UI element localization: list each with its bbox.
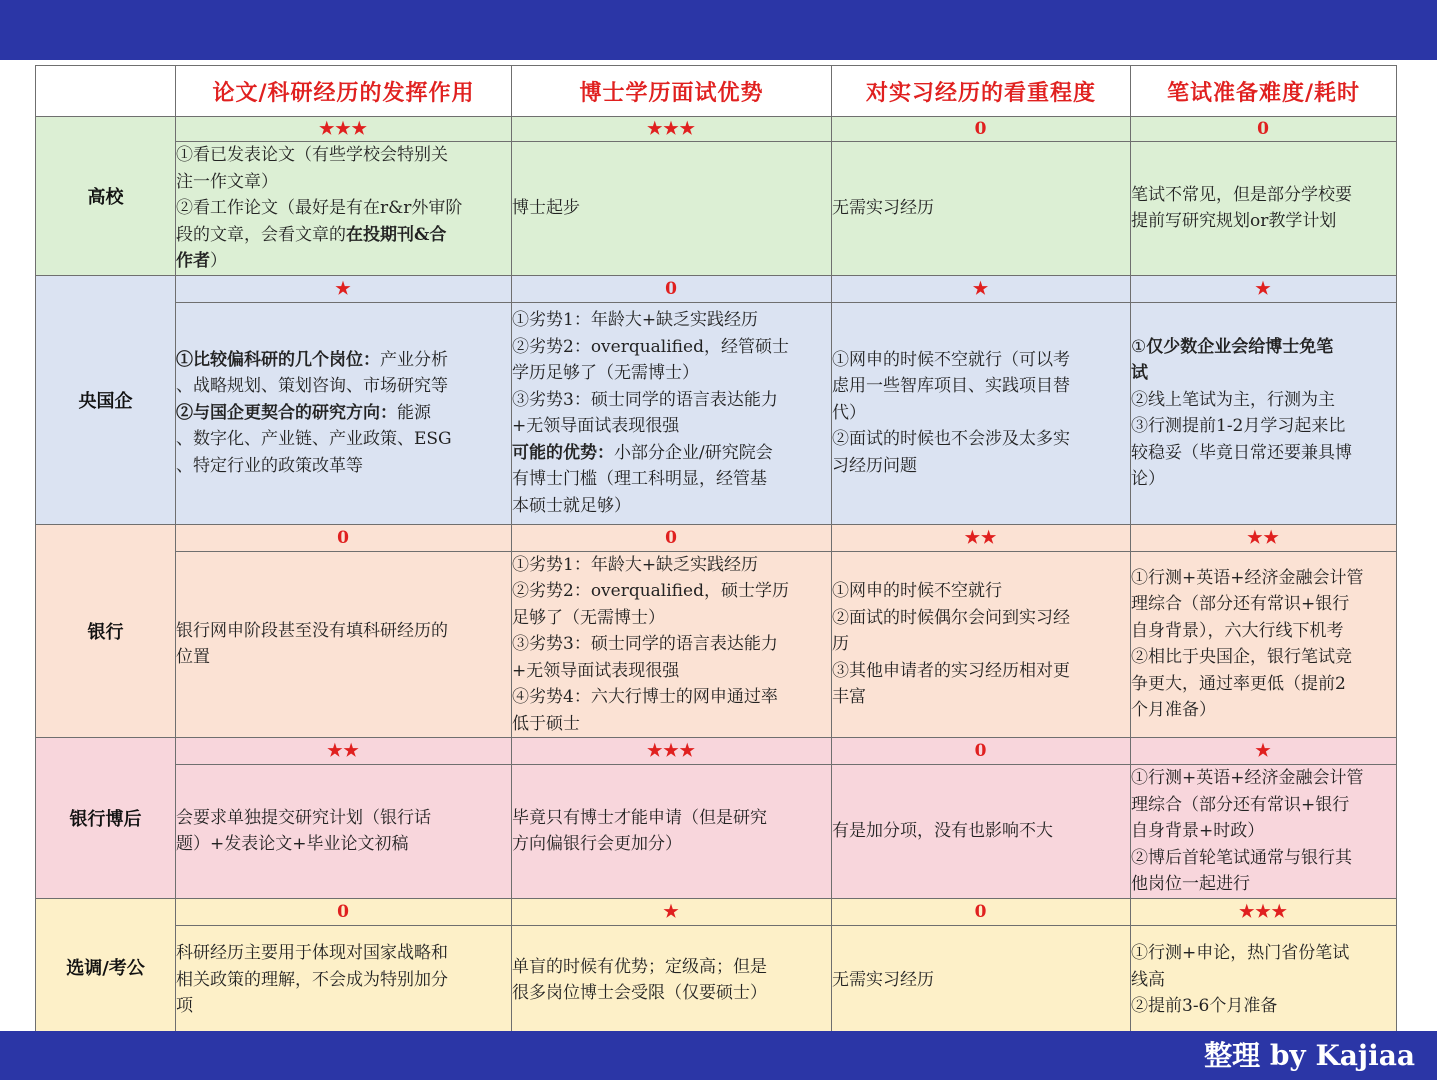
- text-line: [832, 453, 1130, 480]
- text-line: [1131, 208, 1396, 235]
- rating-cell: 0: [832, 117, 1131, 142]
- text-line: [832, 578, 1130, 605]
- text-segment: 代）: [832, 402, 866, 423]
- rating-cell: ★★★: [176, 117, 512, 142]
- detail-cell: [832, 765, 1131, 899]
- text-segment: 能源: [397, 402, 431, 423]
- column-header-written-test-difficulty: 笔试准备难度/耗时: [1131, 66, 1397, 117]
- text-segment: ②看工作论文（最好是有在r&r外审阶: [176, 198, 463, 218]
- text-line: [512, 711, 831, 738]
- bold-text-segment: ②与国企更契合的研究方向：: [176, 402, 397, 423]
- text-line: [512, 413, 831, 440]
- detail-cell: [832, 302, 1131, 524]
- detail-cell: [176, 765, 512, 899]
- column-header-phd-interview-advantage: 博士学历面试优势: [512, 66, 832, 117]
- detail-cell: [512, 302, 832, 524]
- text-line: [176, 426, 511, 453]
- rating-cell: ★: [176, 275, 512, 302]
- text-line: [1131, 818, 1396, 845]
- detail-cell: [1131, 925, 1397, 1035]
- text-line: [1131, 792, 1396, 819]
- text-line: [832, 400, 1130, 427]
- text-segment: ）: [210, 251, 227, 271]
- text-segment: ④劣势4：六大行博士的网申通过率: [512, 687, 778, 707]
- text-line: [176, 142, 511, 169]
- row-label-banks: 银行: [36, 524, 176, 738]
- text-line: [1131, 940, 1396, 967]
- text-segment: 方向偏银行会更加分）: [512, 834, 682, 855]
- text-line: [512, 578, 831, 605]
- text-segment: 题）+发表论文+毕业论文初稿: [176, 834, 409, 855]
- detail-cell: [512, 551, 832, 738]
- text-line: [1131, 591, 1396, 618]
- text-line: [176, 967, 511, 994]
- text-segment: ①网申的时候不空就行: [832, 581, 1002, 601]
- rating-cell: 0: [512, 275, 832, 302]
- text-segment: ②相比于央国企，银行笔试竞: [1131, 647, 1352, 668]
- text-line: [512, 552, 831, 579]
- text-segment: 产业分析: [380, 349, 448, 370]
- text-segment: 虑用一些智库项目、实践项目替: [832, 376, 1070, 397]
- text-segment: 提前写研究规划or教学计划: [1131, 211, 1337, 232]
- rating-cell: ★★★: [512, 738, 832, 765]
- text-line: [832, 373, 1130, 400]
- bold-text-segment: 可能的优势：: [512, 442, 614, 463]
- bold-text-segment: ①比较偏科研的几个岗位：: [176, 349, 380, 370]
- detail-cell: [512, 765, 832, 899]
- text-segment: ①劣势1：年龄大+缺乏实践经历: [512, 310, 759, 330]
- text-segment: ③劣势3：硕士同学的语言表达能力: [512, 634, 778, 654]
- text-line: [512, 954, 831, 981]
- rating-row-bank-postdoc: [36, 738, 1397, 765]
- text-line: [176, 169, 511, 196]
- author-credit: 整理 by Kajiaa: [1204, 1039, 1415, 1072]
- text-line: [832, 195, 1130, 222]
- text-segment: 个月准备）: [1131, 700, 1216, 721]
- rating-cell: ★★: [1131, 524, 1397, 551]
- rating-cell: 0: [1131, 117, 1397, 142]
- detail-cell: [176, 925, 512, 1035]
- detail-cell: [176, 142, 512, 276]
- detail-cell: [832, 142, 1131, 276]
- text-segment: ③劣势3：硕士同学的语言表达能力: [512, 389, 778, 410]
- text-segment: 习经历问题: [832, 455, 917, 476]
- rating-cell: ★: [512, 898, 832, 925]
- detail-cell: [1131, 302, 1397, 524]
- text-line: [176, 195, 511, 222]
- detail-row-civil-service: [36, 925, 1397, 1035]
- text-segment: 丰富: [832, 687, 866, 707]
- rating-row-soes: [36, 275, 1397, 302]
- text-line: [176, 940, 511, 967]
- text-line: [176, 805, 511, 832]
- detail-row-soes: [36, 302, 1397, 524]
- rating-cell: ★: [1131, 275, 1397, 302]
- detail-cell: [832, 551, 1131, 738]
- text-segment: ③其他申请者的实习经历相对更: [832, 660, 1070, 681]
- text-line: [512, 658, 831, 685]
- text-line: [832, 347, 1130, 374]
- rating-cell: 0: [512, 524, 832, 551]
- text-segment: ①网申的时候不空就行（可以考: [832, 349, 1070, 370]
- text-line: [512, 195, 831, 222]
- text-line: [1131, 360, 1396, 387]
- text-line: [512, 466, 831, 493]
- text-segment: 小部分企业/研究院会: [614, 442, 773, 463]
- text-segment: ③行测提前1-2月学习起来比: [1131, 416, 1346, 436]
- row-label-civil-service: 选调/考公: [36, 898, 176, 1035]
- text-segment: +无领导面试表现很强: [512, 416, 680, 436]
- text-segment: 无需实习经历: [832, 969, 934, 990]
- text-line: [1131, 644, 1396, 671]
- detail-row-universities: [36, 142, 1397, 276]
- rating-cell: 0: [832, 898, 1131, 925]
- text-line: [176, 644, 511, 671]
- rating-cell: ★★: [832, 524, 1131, 551]
- text-line: [1131, 845, 1396, 872]
- text-segment: 博士起步: [512, 198, 580, 218]
- text-segment: ①看已发表论文（有些学校会特别关: [176, 145, 448, 165]
- text-line: [176, 618, 511, 645]
- comparison-table: [35, 65, 1397, 1036]
- text-segment: 笔试不常见，但是部分学校要: [1131, 184, 1352, 205]
- text-line: [176, 831, 511, 858]
- rating-cell: 0: [832, 738, 1131, 765]
- text-line: [512, 307, 831, 334]
- text-segment: ②线上笔试为主，行测为主: [1131, 389, 1335, 410]
- text-line: [832, 684, 1130, 711]
- text-segment: 有是加分项，没有也影响不大: [832, 821, 1053, 841]
- text-line: [1131, 967, 1396, 994]
- detail-cell: [1131, 765, 1397, 899]
- text-segment: 位置: [176, 647, 210, 668]
- bold-text-segment: 在投期刊&合: [346, 224, 447, 245]
- rating-row-civil-service: [36, 898, 1397, 925]
- text-segment: ①劣势1：年龄大+缺乏实践经历: [512, 554, 759, 575]
- detail-cell: [176, 302, 512, 524]
- text-line: [1131, 871, 1396, 898]
- text-line: [512, 605, 831, 632]
- detail-cell: [1131, 551, 1397, 738]
- text-line: [832, 967, 1130, 994]
- text-segment: 理综合（部分还有常识+银行: [1131, 594, 1350, 615]
- detail-cell: [832, 925, 1131, 1035]
- text-segment: 会要求单独提交研究计划（银行话: [176, 807, 431, 828]
- corner-cell: [36, 66, 176, 117]
- text-segment: ①行测+申论，热门省份笔试: [1131, 943, 1350, 964]
- text-line: [1131, 765, 1396, 792]
- text-segment: 低于硕士: [512, 713, 580, 734]
- text-segment: 单盲的时候有优势；定级高；但是: [512, 956, 767, 977]
- text-segment: ①行测+英语+经济金融会计管: [1131, 567, 1364, 588]
- text-line: [832, 605, 1130, 632]
- rating-row-banks: [36, 524, 1397, 551]
- detail-cell: [512, 142, 832, 276]
- header-row: [36, 66, 1397, 117]
- text-segment: ②劣势2：overqualified，经管硕士: [512, 336, 789, 357]
- rating-cell: ★: [1131, 738, 1397, 765]
- text-line: [176, 347, 511, 374]
- column-header-internship-weight: 对实习经历的看重程度: [832, 66, 1131, 117]
- text-line: [176, 453, 511, 480]
- rating-row-universities: [36, 117, 1397, 142]
- text-segment: ①: [1131, 336, 1147, 357]
- text-segment: 足够了（无需博士）: [512, 607, 665, 628]
- text-line: [832, 426, 1130, 453]
- text-segment: 、战略规划、策划咨询、市场研究等: [176, 376, 448, 397]
- text-line: [832, 818, 1130, 845]
- text-segment: 科研经历主要用于体现对国家战略和: [176, 943, 448, 964]
- text-segment: 项: [176, 996, 193, 1017]
- text-line: [832, 658, 1130, 685]
- text-line: [512, 440, 831, 467]
- text-line: [1131, 387, 1396, 414]
- row-label-universities: 高校: [36, 117, 176, 276]
- text-line: [512, 805, 831, 832]
- text-segment: 自身背景），六大行线下机考: [1131, 620, 1344, 641]
- text-segment: 无需实习经历: [832, 198, 934, 218]
- bold-text-segment: 作者: [176, 251, 210, 271]
- text-line: [1131, 466, 1396, 493]
- text-line: [1131, 618, 1396, 645]
- text-segment: 很多岗位博士会受限（仅要硕士）: [512, 983, 767, 1003]
- text-segment: 论）: [1131, 469, 1165, 489]
- bold-text-segment: 试: [1131, 363, 1148, 383]
- rating-cell: ★★★: [1131, 898, 1397, 925]
- text-segment: ②博后首轮笔试通常与银行其: [1131, 847, 1352, 868]
- text-segment: 银行网申阶段甚至没有填科研经历的: [176, 620, 448, 641]
- text-segment: 较稳妥（毕竟日常还要兼具博: [1131, 442, 1352, 463]
- text-segment: ②劣势2：overqualified，硕士学历: [512, 581, 789, 601]
- text-line: [512, 684, 831, 711]
- rating-cell: ★★: [176, 738, 512, 765]
- text-segment: ②面试的时候也不会涉及太多实: [832, 429, 1070, 450]
- text-segment: 本硕士就足够）: [512, 495, 631, 516]
- text-line: [176, 222, 511, 249]
- text-line: [1131, 182, 1396, 209]
- text-line: [176, 373, 511, 400]
- detail-row-bank-postdoc: [36, 765, 1397, 899]
- text-segment: 学历足够了（无需博士）: [512, 363, 699, 383]
- rating-cell: ★★★: [512, 117, 832, 142]
- bold-text-segment: 仅少数企业会给博士免笔: [1146, 336, 1334, 357]
- text-line: [1131, 413, 1396, 440]
- text-line: [832, 631, 1130, 658]
- text-line: [512, 631, 831, 658]
- text-segment: +无领导面试表现很强: [512, 660, 680, 681]
- text-segment: ②提前3-6个月准备: [1131, 996, 1278, 1017]
- text-segment: 历: [832, 634, 849, 654]
- text-line: [1131, 993, 1396, 1020]
- text-segment: 争更大，通过率更低（提前2: [1131, 673, 1346, 694]
- text-segment: 理综合（部分还有常识+银行: [1131, 794, 1350, 815]
- text-line: [512, 493, 831, 520]
- text-segment: 有博士门槛（理工科明显，经管基: [512, 469, 767, 489]
- text-line: [512, 831, 831, 858]
- detail-cell: [512, 925, 832, 1035]
- text-line: [176, 993, 511, 1020]
- text-line: [512, 360, 831, 387]
- text-segment: 自身背景+时政）: [1131, 821, 1265, 841]
- row-label-soes: 央国企: [36, 275, 176, 524]
- text-segment: 毕竟只有博士才能申请（但是研究: [512, 807, 767, 828]
- text-segment: 、特定行业的政策改革等: [176, 455, 363, 476]
- detail-row-banks: [36, 551, 1397, 738]
- text-segment: 段的文章，会看文章的: [176, 224, 346, 245]
- text-line: [1131, 671, 1396, 698]
- detail-cell: [1131, 142, 1397, 276]
- text-line: [1131, 565, 1396, 592]
- text-segment: 线高: [1131, 969, 1165, 990]
- row-label-bank-postdoc: 银行博后: [36, 738, 176, 899]
- text-segment: 注一作文章）: [176, 171, 278, 192]
- rating-cell: 0: [176, 524, 512, 551]
- text-line: [512, 980, 831, 1007]
- text-line: [1131, 334, 1396, 361]
- text-segment: ①行测+英语+经济金融会计管: [1131, 768, 1364, 788]
- text-line: [1131, 697, 1396, 724]
- column-header-research-role: 论文/科研经历的发挥作用: [176, 66, 512, 117]
- rating-cell: 0: [176, 898, 512, 925]
- text-line: [512, 387, 831, 414]
- text-line: [176, 248, 511, 275]
- top-banner: [0, 0, 1437, 60]
- text-line: [176, 400, 511, 427]
- text-line: [512, 334, 831, 361]
- rating-cell: ★: [832, 275, 1131, 302]
- detail-cell: [176, 551, 512, 738]
- text-segment: ②面试的时候偶尔会问到实习经: [832, 607, 1070, 628]
- text-segment: 他岗位一起进行: [1131, 874, 1250, 894]
- text-line: [1131, 440, 1396, 467]
- text-segment: 、数字化、产业链、产业政策、ESG: [176, 429, 452, 450]
- text-segment: 相关政策的理解，不会成为特别加分: [176, 969, 448, 990]
